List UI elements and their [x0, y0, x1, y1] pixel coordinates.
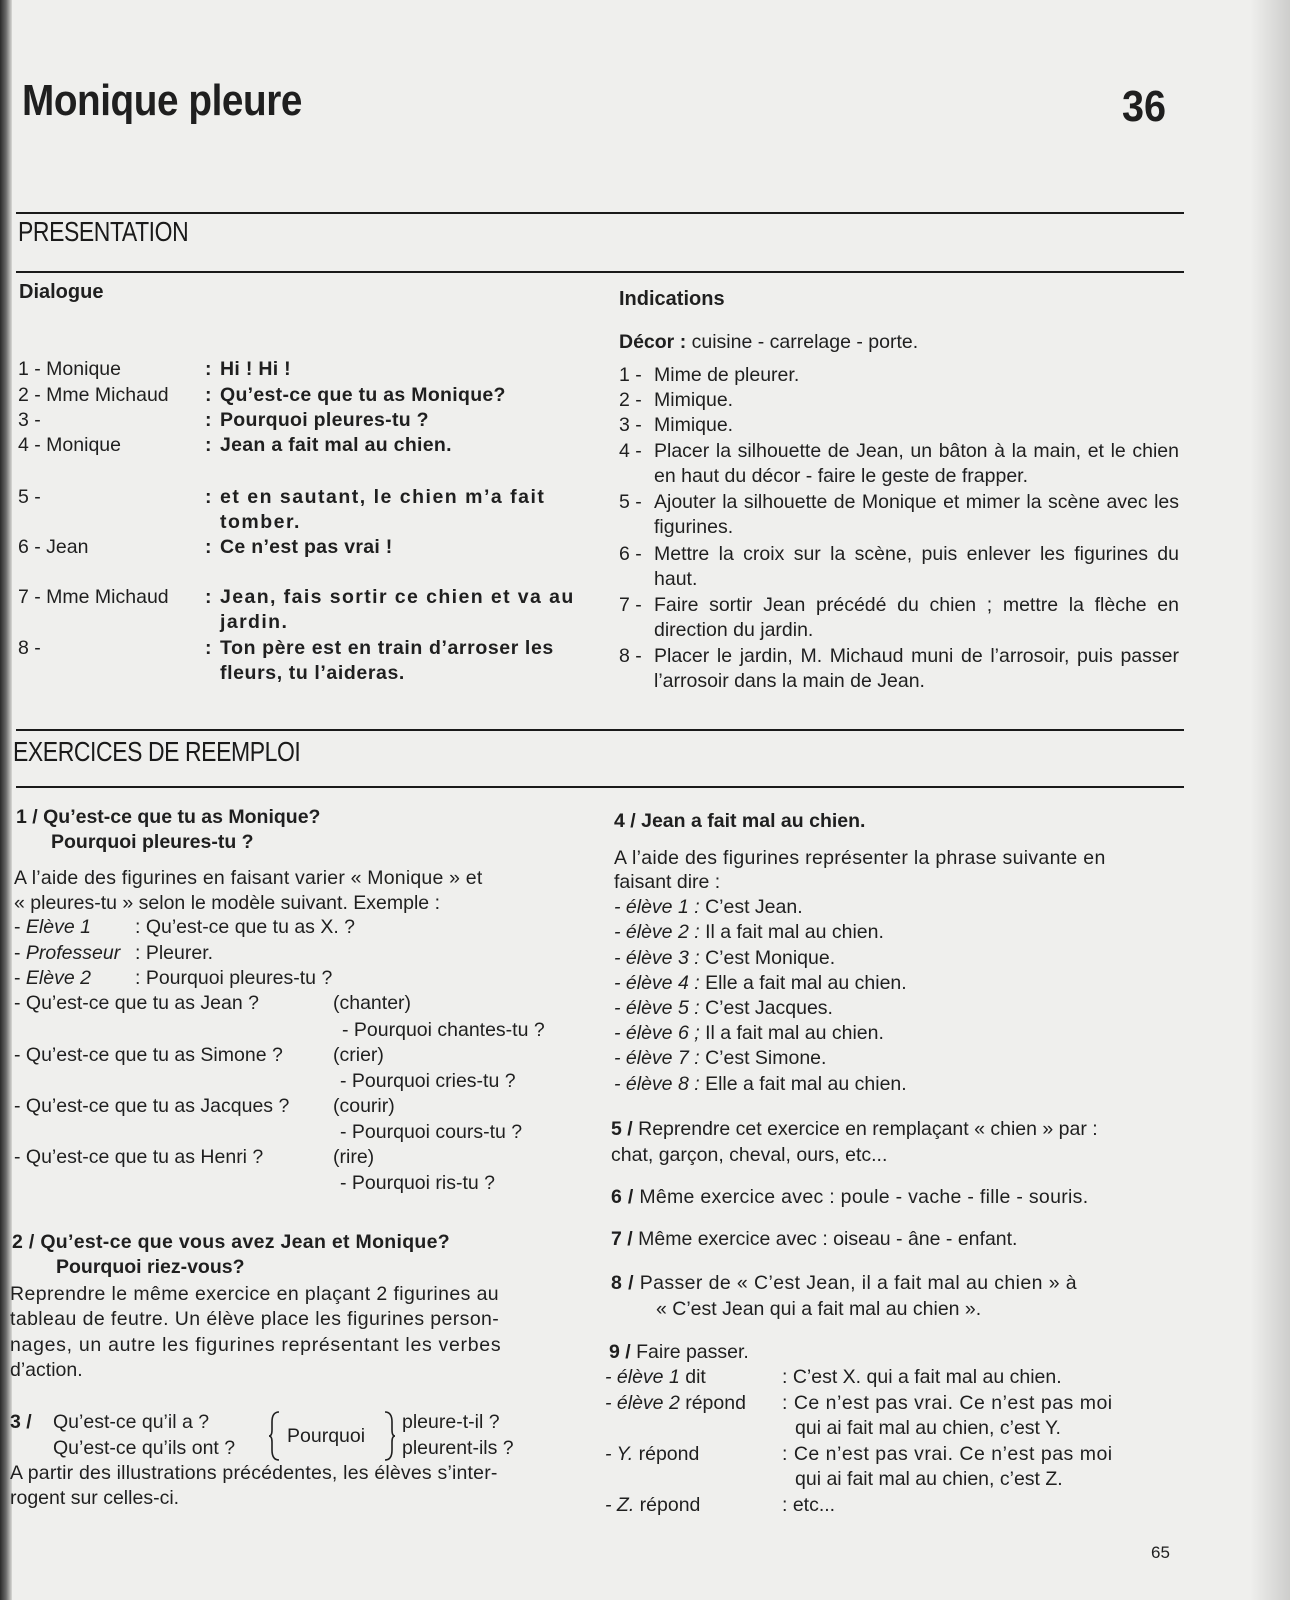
page-number: 65	[1151, 1543, 1170, 1562]
exercise-4-item	[614, 1021, 884, 1046]
indication-text: Faire sortir Jean précédé du chien ; mettre la flèche en direction du jardin.	[654, 594, 1179, 641]
exercise-9-line: qui ai fait mal au chien, c’est Y.	[795, 1417, 1061, 1439]
exercise-number: 6 /	[611, 1186, 634, 1208]
model-text: : Qu’est-ce que tu as X. ?	[135, 916, 356, 938]
model-role: Elève 1	[25, 916, 91, 938]
exercise-2-title	[12, 1230, 450, 1255]
exercise-4-intro: A l’aide des figurines représenter la phrase suivante en	[614, 847, 1106, 869]
model-line: - Elève 2	[14, 967, 91, 989]
exercise-9-line: : Ce n’est pas vrai. Ce n’est pas moi	[782, 1392, 1113, 1414]
exercise-3-answer: pleurent-ils ?	[402, 1437, 514, 1459]
exercise-3-text: A partir des illustrations précédentes, les élèves s’inter-	[10, 1462, 498, 1484]
exercise-4-item	[614, 920, 884, 945]
exercise-2-text: Reprendre le même exercice en plaçant 2 figurines au	[10, 1283, 500, 1305]
exercise-9-role	[605, 1442, 699, 1467]
exercise-4-item	[614, 1046, 826, 1071]
lesson-number: 36	[1122, 82, 1167, 131]
exercise-text: Faire passer.	[636, 1341, 749, 1363]
left-brace	[268, 1410, 282, 1462]
indication-number: 2 -	[619, 389, 642, 411]
exercise-7	[611, 1227, 1017, 1252]
model-text: : Pleurer.	[135, 942, 214, 964]
indication-text: Placer le jardin, M. Michaud muni de l’arrosoir, puis passer l’arrosoir dans la main de Jean.	[654, 645, 1179, 692]
exercise-3-question: Qu’est-ce qu’ils ont ?	[53, 1437, 236, 1459]
practice-verb: (crier)	[333, 1044, 384, 1066]
decor-label: Décor :	[619, 331, 687, 353]
student-role: - élève 5 :	[614, 997, 700, 1019]
exercise-8	[611, 1271, 1077, 1296]
indication-number: 3 -	[619, 414, 642, 436]
role-verb: dit	[685, 1366, 706, 1388]
indication-number: 5 -	[619, 491, 642, 513]
exercise-4-title	[614, 809, 865, 834]
student-line: Il a fait mal au chien.	[705, 921, 884, 943]
role-name: - Z.	[605, 1494, 635, 1516]
exercise-9-line: qui ai fait mal au chien, c’est Z.	[795, 1468, 1063, 1490]
exercise-9-line: : Ce n’est pas vrai. Ce n’est pas moi	[782, 1443, 1113, 1465]
exercise-4-item	[614, 946, 835, 971]
exercise-text: Passer de « C’est Jean, il a fait mal au chien » à	[639, 1272, 1078, 1294]
dialogue-text: Jean, fais sortir ce chien et va au jardin.	[220, 586, 575, 633]
page-title: Monique pleure	[22, 76, 302, 125]
divider	[16, 212, 1184, 214]
student-line: C’est Jean.	[705, 896, 803, 918]
exercise-4-item	[614, 895, 803, 920]
dialogue-text: Ce n’est pas vrai !	[220, 536, 393, 558]
exercise-1-title-line2: Pourquoi pleures-tu ?	[51, 831, 254, 853]
speaker: 6 - Jean	[18, 536, 89, 558]
indication-text: Mime de pleurer.	[654, 364, 800, 386]
divider	[16, 729, 1184, 731]
dialogue-text: Jean a fait mal au chien.	[220, 434, 452, 456]
right-brace	[382, 1410, 396, 1462]
exercise-5-text: chat, garçon, cheval, ours, etc...	[611, 1144, 888, 1166]
practice-question: - Qu’est-ce que tu as Henri ?	[14, 1146, 264, 1168]
exercise-3-text: rogent sur celles-ci.	[10, 1487, 180, 1509]
exercise-title-line: Qu’est-ce que tu as Monique?	[43, 806, 321, 828]
practice-answer: - Pourquoi cours-tu ?	[340, 1121, 523, 1143]
role-verb: répond	[685, 1392, 746, 1414]
practice-verb: (chanter)	[333, 992, 412, 1014]
exercices-heading: EXERCICES DE REEMPLOI	[13, 736, 301, 767]
indication-number: 4 -	[619, 440, 642, 462]
exercise-4-item	[614, 1072, 907, 1097]
student-line: Il a fait mal au chien.	[705, 1022, 884, 1044]
exercise-2-title-line2: Pourquoi riez-vous?	[56, 1256, 245, 1278]
exercise-2-text: nages, un autre les figurines représentant les verbes	[10, 1334, 502, 1356]
student-role: - élève 3 :	[614, 947, 700, 969]
student-line: C’est Simone.	[705, 1047, 827, 1069]
dialogue-text: Pourquoi pleures-tu ?	[220, 409, 429, 431]
student-line: C’est Monique.	[705, 947, 836, 969]
exercise-number: 7 /	[611, 1228, 633, 1250]
student-role: - élève 7 :	[614, 1047, 700, 1069]
practice-answer: - Pourquoi ris-tu ?	[340, 1172, 495, 1194]
dialogue-heading: Dialogue	[19, 281, 104, 303]
indication-text: Placer la silhouette de Jean, un bâton à la main, et le chien en haut du décor - faire le geste de frapper.	[654, 440, 1179, 487]
speaker: 4 - Monique	[18, 434, 121, 456]
role-verb: répond	[639, 1494, 701, 1516]
practice-answer: - Pourquoi cries-tu ?	[340, 1070, 516, 1092]
speaker: 2 - Mme Michaud	[18, 384, 169, 406]
divider	[16, 786, 1184, 788]
model-role: Elève 2	[25, 967, 91, 989]
practice-question: - Qu’est-ce que tu as Simone ?	[14, 1044, 283, 1066]
indication-text: Mimique.	[654, 414, 734, 436]
student-line: C’est Jacques.	[705, 997, 833, 1019]
student-role: - élève 6 ;	[614, 1022, 700, 1044]
exercise-9-role	[605, 1365, 706, 1390]
decor-line	[619, 330, 918, 355]
speaker: 8 -	[18, 637, 41, 659]
exercise-9	[609, 1340, 749, 1365]
student-line: Elle a fait mal au chien.	[705, 1073, 907, 1095]
practice-question: - Qu’est-ce que tu as Jacques ?	[14, 1095, 290, 1117]
exercise-4-item	[614, 971, 907, 996]
exercise-title-line: Qu’est-ce que vous avez Jean et Monique?	[40, 1231, 450, 1253]
indication-number: 6 -	[619, 543, 642, 565]
exercise-number: 4 /	[614, 810, 636, 832]
indication-text: Mimique.	[654, 389, 734, 411]
exercise-9-role	[605, 1391, 746, 1416]
exercise-8-text: « C’est Jean qui a fait mal au chien ».	[656, 1298, 982, 1320]
dialogue-text: Qu’est-ce que tu as Monique?	[220, 384, 506, 406]
practice-question: - Qu’est-ce que tu as Jean ?	[14, 992, 259, 1014]
practice-verb: (courir)	[333, 1095, 395, 1117]
speaker: 5 -	[18, 486, 41, 508]
exercise-3-number: 3 /	[10, 1411, 32, 1433]
role-verb: répond	[638, 1443, 700, 1465]
speaker: 1 - Monique	[18, 358, 121, 380]
exercise-number: 9 /	[609, 1341, 631, 1363]
role-name: - élève 1	[605, 1366, 680, 1388]
divider	[16, 271, 1184, 273]
exercise-1-intro: « pleures-tu » selon le modèle suivant. Exemple :	[14, 892, 440, 914]
exercise-4-intro: faisant dire :	[614, 871, 721, 893]
student-role: - élève 8 :	[614, 1073, 700, 1095]
role-name: - élève 2	[605, 1392, 680, 1414]
speaker: 3 -	[18, 409, 41, 431]
exercise-text: Même exercice avec : poule - vache - fille - souris.	[639, 1186, 1089, 1208]
practice-answer: - Pourquoi chantes-tu ?	[342, 1019, 545, 1041]
dialogue-text: Ton père est en train d’arroser les fleurs, tu l’aideras.	[220, 637, 554, 684]
exercise-text: Reprendre cet exercice en remplaçant « chien » par :	[638, 1118, 1098, 1140]
exercise-5	[611, 1117, 1098, 1142]
indication-number: 7 -	[619, 594, 642, 616]
decor-text: cuisine - carrelage - porte.	[691, 331, 919, 353]
page-shadow	[1250, 0, 1290, 1600]
exercise-number: 5 /	[611, 1118, 633, 1140]
exercise-3-answer: pleure-t-il ?	[402, 1411, 500, 1433]
exercise-text: Même exercice avec : oiseau - âne - enfant.	[638, 1228, 1018, 1250]
dialogue-text: Hi ! Hi !	[220, 358, 291, 380]
exercise-title-line: Jean a fait mal au chien.	[641, 810, 866, 832]
student-line: Elle a fait mal au chien.	[705, 972, 907, 994]
exercise-number: 2 /	[12, 1231, 35, 1253]
student-role: - élève 2 :	[614, 921, 700, 943]
indication-number: 1 -	[619, 364, 642, 386]
dialogue-text: et en sautant, le chien m’a fait tomber.	[220, 486, 546, 533]
model-line: - Elève 1	[14, 916, 91, 938]
exercise-9-role	[605, 1493, 700, 1518]
indication-text: Mettre la croix sur la scène, puis enlever les figurines du haut.	[654, 543, 1179, 590]
speaker: 7 - Mme Michaud	[18, 586, 169, 608]
exercise-1-intro: A l’aide des figurines en faisant varier « Monique » et	[14, 867, 483, 889]
student-role: - élève 4 :	[614, 972, 700, 994]
exercise-6	[611, 1185, 1088, 1210]
student-role: - élève 1 :	[614, 896, 700, 918]
exercise-number: 1 /	[16, 806, 38, 828]
exercise-4-item	[614, 996, 833, 1021]
model-text: : Pourquoi pleures-tu ?	[135, 967, 333, 989]
exercise-9-line: : C’est X. qui a fait mal au chien.	[782, 1366, 1062, 1388]
model-role: Professeur	[25, 942, 121, 964]
model-line: - Professeur	[14, 942, 121, 964]
exercise-9-line: : etc...	[782, 1494, 836, 1516]
exercise-2-text: tableau de feutre. Un élève place les figurines person-	[10, 1308, 500, 1330]
exercise-3-pourquoi: Pourquoi	[287, 1425, 366, 1447]
presentation-heading: PRESENTATION	[18, 216, 189, 247]
exercise-2-text: d’action.	[10, 1359, 83, 1381]
role-name: - Y.	[605, 1443, 634, 1465]
exercise-number: 8 /	[611, 1272, 634, 1294]
exercise-1-title	[16, 805, 320, 830]
indication-number: 8 -	[619, 645, 642, 667]
exercise-3-question: Qu’est-ce qu’il a ?	[53, 1411, 210, 1433]
indications-heading: Indications	[619, 288, 725, 310]
practice-verb: (rire)	[333, 1146, 375, 1168]
indication-text: Ajouter la silhouette de Monique et mimer la scène avec les figurines.	[654, 491, 1179, 538]
